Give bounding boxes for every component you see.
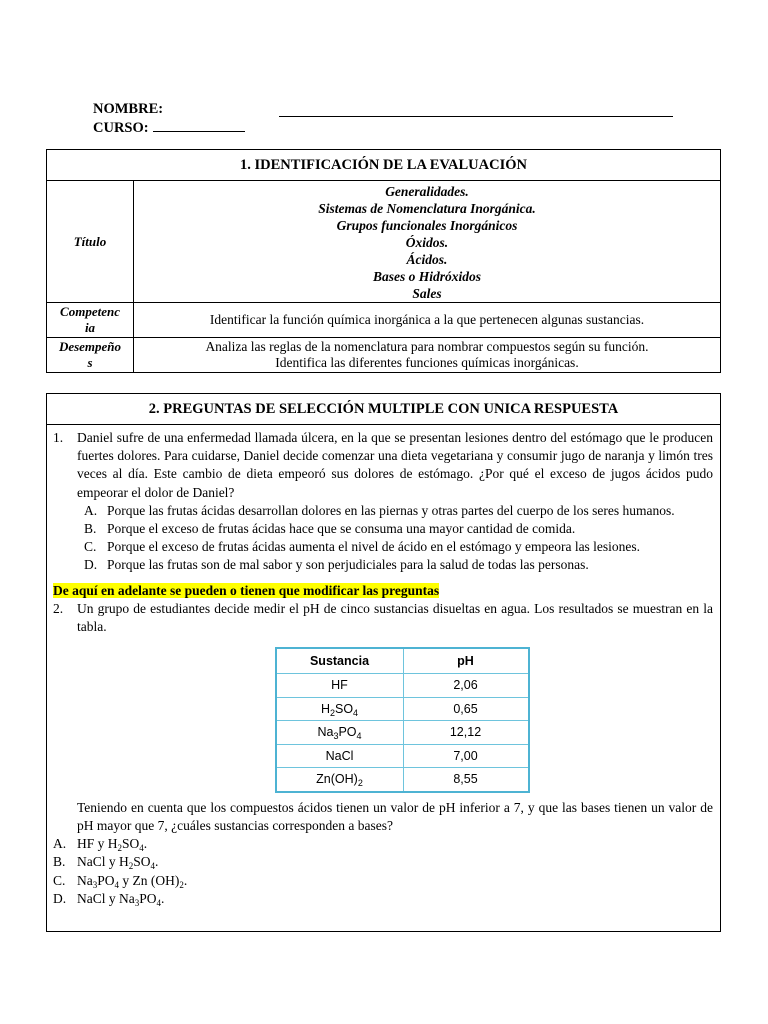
question-number: 1. xyxy=(53,430,64,445)
option-text: NaCl y $Na_3PO_4$. xyxy=(77,890,165,908)
performance-cell xyxy=(134,338,721,373)
title-line: Generalidades. xyxy=(385,184,469,199)
option-text: Porque las frutas ácidas desarrollan dolores en las piernas y otras partes del cuerpo de los seres humanos. xyxy=(107,502,675,518)
ph-cell: 0,65 xyxy=(403,697,529,721)
highlighted-note: De aquí en adelante se pueden o tienen que modificar las preguntas xyxy=(53,582,440,598)
ph-table-header: pH xyxy=(403,648,529,674)
option-d xyxy=(53,890,713,908)
competence-label-line: Competenc xyxy=(60,304,120,319)
table-row xyxy=(276,721,529,745)
option-letter: C. xyxy=(84,539,97,555)
title-line: Ácidos. xyxy=(406,252,448,267)
option-a xyxy=(53,835,713,853)
ph-cell: 7,00 xyxy=(403,744,529,768)
option-c xyxy=(84,538,713,556)
option-b xyxy=(53,853,713,871)
table-row xyxy=(276,744,529,768)
option-letter: D. xyxy=(53,890,67,906)
ph-cell: 12,12 xyxy=(403,721,529,745)
performance-line: Identifica las diferentes funciones químicas inorgánicas. xyxy=(275,355,579,370)
ph-table xyxy=(275,647,530,793)
option-text: Porque el exceso de frutas ácidas hace que se consuma una mayor cantidad de comida. xyxy=(107,521,576,537)
option-a xyxy=(84,502,713,520)
name-label: NOMBRE: xyxy=(93,101,164,117)
title-line: Sales xyxy=(412,286,442,301)
option-d xyxy=(84,556,713,574)
ph-cell: 8,55 xyxy=(403,768,529,792)
title-line: Grupos funcionales Inorgánicos xyxy=(336,218,518,233)
ph-table-header: Sustancia xyxy=(276,648,404,674)
option-c xyxy=(53,872,713,890)
performance-line: Analiza las reglas de la nomenclatura para nombrar compuestos según su función. xyxy=(205,339,649,354)
substance-cell: $H_2SO_4$ xyxy=(276,697,404,721)
ph-cell: 2,06 xyxy=(403,674,529,698)
section1-heading: 1. IDENTIFICACIÓN DE LA EVALUACIÓN xyxy=(47,150,721,181)
title-line: Óxidos. xyxy=(405,235,449,250)
note-row xyxy=(53,582,713,600)
substance-cell: HF xyxy=(276,674,404,698)
option-letter: C. xyxy=(53,872,66,888)
questions-body xyxy=(47,425,721,932)
multiple-choice-table xyxy=(46,393,721,932)
ph-table-wrap xyxy=(53,647,713,793)
substance-cell: NaCl xyxy=(276,744,404,768)
performance-label xyxy=(47,338,134,373)
option-letter: B. xyxy=(84,521,97,537)
performance-label-line: s xyxy=(87,355,93,370)
title-line: Bases o Hidróxidos xyxy=(372,269,481,284)
option-letter: A. xyxy=(84,502,98,518)
course-row xyxy=(93,119,245,137)
option-text: HF y $H_2SO_4$. xyxy=(77,836,148,854)
option-letter: D. xyxy=(84,557,98,573)
substance-cell: $Zn(OH)_2$ xyxy=(276,768,404,792)
course-blank-line xyxy=(153,119,245,132)
section2-heading: 2. PREGUNTAS DE SELECCIÓN MULTIPLE CON UNICA RESPUESTA xyxy=(47,394,721,425)
title-label: Título xyxy=(47,181,134,303)
title-line: Sistemas de Nomenclatura Inorgánica. xyxy=(318,201,536,216)
option-b xyxy=(84,520,713,538)
option-text: Porque las frutas son de mal sabor y son perjudiciales para la salud de todas las personas. xyxy=(107,557,589,573)
option-text: Porque el exceso de frutas ácidas aumenta el nivel de ácido en el estómago y empeora las lesiones. xyxy=(107,539,641,555)
option-letter: A. xyxy=(53,836,67,852)
substance-cell: $Na_3PO_4$ xyxy=(276,721,404,745)
title-cell xyxy=(134,181,721,303)
performance-label-line: Desempeño xyxy=(58,339,122,354)
competence-label xyxy=(47,303,134,338)
option-letter: B. xyxy=(53,854,66,870)
name-blank-line xyxy=(279,116,673,117)
table-row xyxy=(276,768,529,792)
evaluation-identification-table xyxy=(46,149,721,373)
option-text: $Na_3PO_4$ y Zn $(OH)_2$. xyxy=(77,872,188,890)
course-label: CURSO: xyxy=(93,120,149,136)
table-row xyxy=(276,697,529,721)
question-2 xyxy=(53,600,713,636)
competence-text: Identificar la función química inorgánica a la que pertenecen algunas sustancias. xyxy=(134,303,721,338)
question-2-followup: Teniendo en cuenta que los compuestos ácidos tienen un valor de pH inferior a 7, y que las bases tienen un valor de pH mayor que 7, ¿cuáles sustancias corresponden a bases? xyxy=(77,799,713,833)
question-1 xyxy=(53,429,713,502)
question-text: Daniel sufre de una enfermedad llamada úlcera, en la que se presentan lesiones dentro del estómago que le producen fuertes dolores. Para cuidarse, Daniel decide comenzar una dieta vegetariana y consumir jugo de naranja y limón tres veces al día. Este cambio de dieta empeoró sus dolores de estómago. ¿Por qué el exceso de jugos ácidos pudo empeorar el dolor de Daniel? xyxy=(77,430,713,500)
question-text: Un grupo de estudiantes decide medir el pH de cinco sustancias disueltas en agua. Los resultados se muestran en la tabla. xyxy=(77,600,713,635)
question-number: 2. xyxy=(53,600,64,616)
option-text: NaCl y $H_2SO_4$. xyxy=(77,854,159,872)
competence-label-line: ia xyxy=(84,320,96,335)
table-row xyxy=(276,674,529,698)
